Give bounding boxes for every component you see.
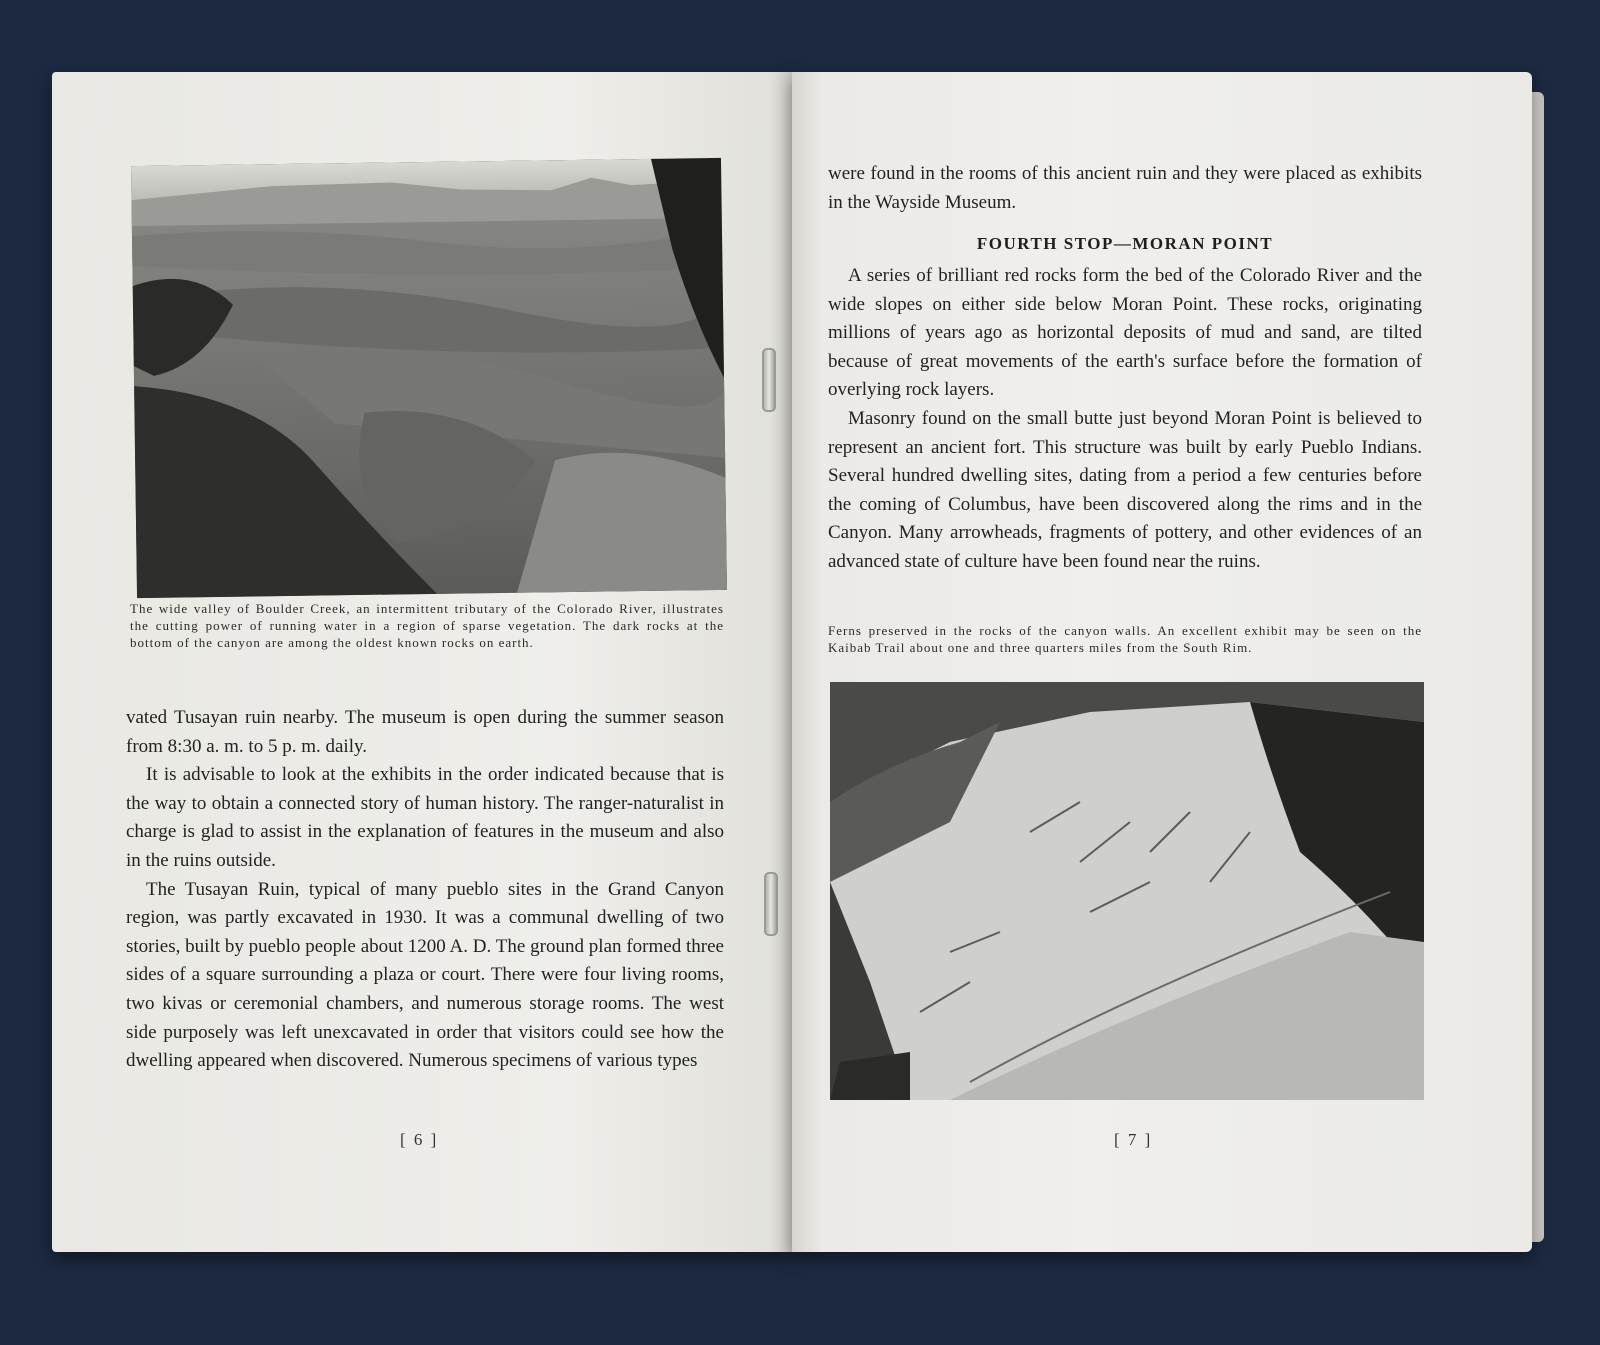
right-body-text-top bbox=[828, 160, 1422, 217]
paragraph: vated Tusayan ruin nearby. The museum is open during the summer season from 8:30 a. m. to 5 p. m. daily. bbox=[126, 707, 724, 757]
caption-text: Ferns preserved in the rocks of the canyon walls. An excellent exhibit may be seen on the Kaibab Trail about one and three quarters miles from the South Rim. bbox=[828, 623, 1422, 655]
page-edges bbox=[1530, 92, 1544, 1242]
staple bbox=[764, 872, 778, 936]
page-number: [ 6 ] bbox=[400, 1130, 439, 1149]
page-number: [ 7 ] bbox=[1114, 1130, 1153, 1149]
fern-fossil-photo bbox=[830, 682, 1424, 1100]
paragraph: were found in the rooms of this ancient ruin and they were placed as exhibits in the Wayside Museum. bbox=[828, 163, 1422, 213]
staple bbox=[762, 348, 776, 412]
caption-text: The wide valley of Boulder Creek, an intermittent tributary of the Colorado River, illustrates the cutting power of running water in a region of sparse vegetation. The dark rocks at the bottom of the canyon are among the oldest known rocks on earth. bbox=[130, 601, 724, 650]
section-heading: FOURTH STOP—MORAN POINT bbox=[976, 234, 1274, 253]
photo-caption bbox=[828, 622, 1422, 656]
right-body-text bbox=[828, 262, 1422, 577]
paragraph: The Tusayan Ruin, typical of many pueblo sites in the Grand Canyon region, was partly excavated in 1930. It was a communal dwelling of two stories, built by pueblo people about 1200 A. D. The ground plan formed three sides of a square surrounding a plaza or court. There were four living rooms, two kivas or ceremonial chambers, and numerous storage rooms. The west side purposely was left unexcavated in order that visitors could see how the dwelling appeared when discovered. Numerous specimens of various types bbox=[126, 878, 724, 1072]
canyon-landscape-photo bbox=[131, 158, 727, 598]
paragraph: It is advisable to look at the exhibits in the order indicated because that is the way to obtain a connected story of human history. The ranger-naturalist in charge is glad to assist in the explanation of features in the museum and also in the ruins outside. bbox=[126, 764, 724, 871]
left-body-text bbox=[126, 704, 724, 1076]
left-page bbox=[52, 72, 792, 1252]
photo-caption bbox=[130, 600, 724, 651]
paragraph: A series of brilliant red rocks form the bed of the Colorado River and the wide slopes on either side below Moran Point. These rocks, originating millions of years ago as horizontal deposits of mud and sand, are tilted because of great movements of the earth's surface before the formation of overlying rock layers. bbox=[828, 265, 1422, 401]
paragraph: Masonry found on the small butte just beyond Moran Point is believed to represent an ancient fort. This structure was built by early Pueblo Indians. Several hundred dwelling sites, dating from a period a few centuries before the coming of Columbus, have been discovered along the rims and in the Canyon. Many arrowheads, fragments of pottery, and other evidences of an advanced state of culture have been found near the ruins. bbox=[828, 407, 1422, 572]
right-page bbox=[792, 72, 1532, 1252]
open-booklet bbox=[52, 72, 1532, 1252]
